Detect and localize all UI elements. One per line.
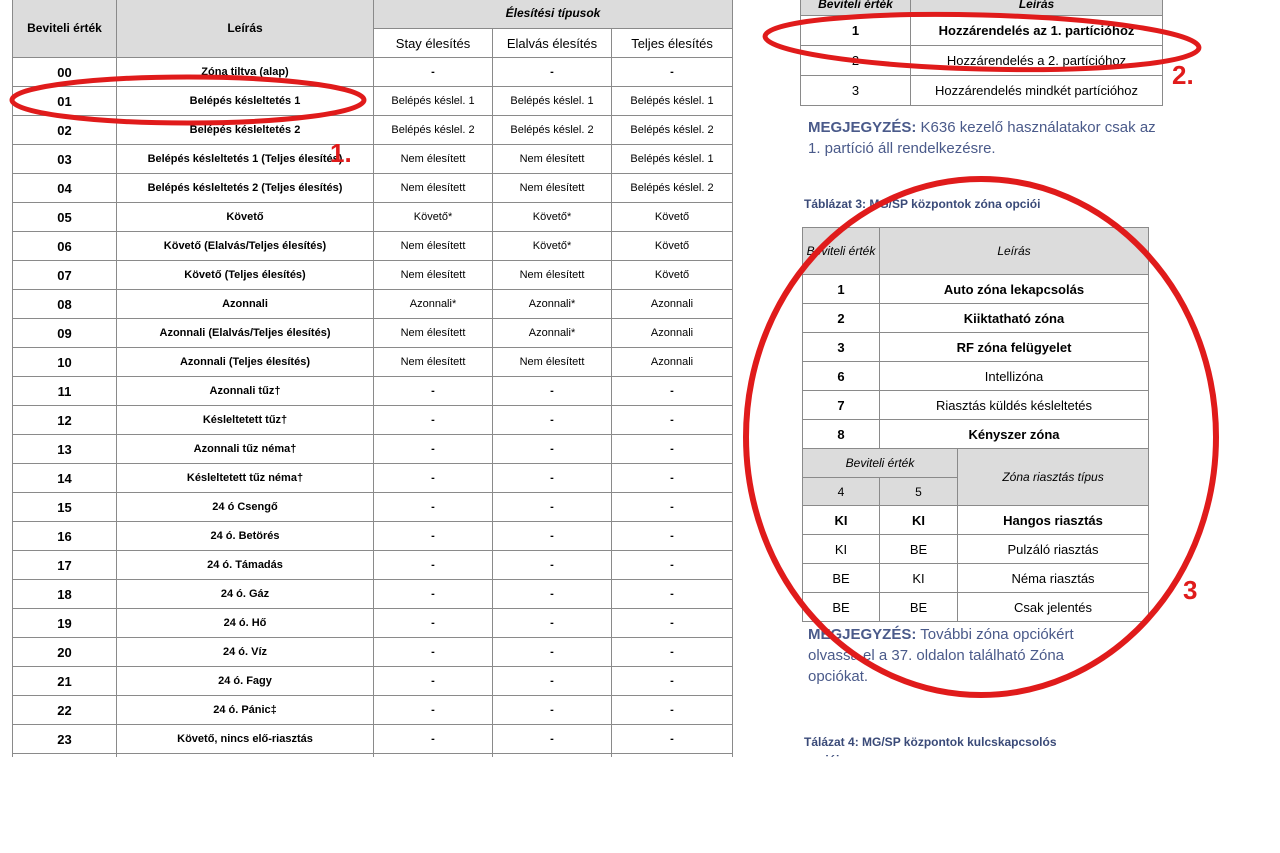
cell-value: 09 <box>13 319 117 348</box>
cell-stay: - <box>374 696 493 725</box>
cell-sleep: - <box>493 58 612 87</box>
cell-description: Hozzárendelés a 2. partícióhoz <box>911 46 1163 76</box>
cell-value: 17 <box>13 551 117 580</box>
cell-full: - <box>612 493 733 522</box>
cell-option-4: KI <box>803 506 880 535</box>
cell-description: Hozzárendelés mindkét partícióhoz <box>911 76 1163 106</box>
table-row <box>13 667 733 696</box>
table-row <box>803 420 1149 449</box>
cell-alarm-type: Csak jelentés <box>958 593 1149 622</box>
cell-sleep: - <box>493 725 612 754</box>
cell-stay: Nem élesített <box>374 174 493 203</box>
cell-full: Belépés késlel. 1 <box>612 87 733 116</box>
cell-description: Auto zóna lekapcsolás <box>880 275 1149 304</box>
cell-sleep: - <box>493 522 612 551</box>
cell-description: Azonnali (Teljes élesítés) <box>117 348 374 377</box>
table-row <box>13 609 733 638</box>
col-header-value: Beviteli érték <box>13 0 117 58</box>
cell-description: 24 ó. Hő <box>117 609 374 638</box>
zone-options-caption: Táblázat 3: MG/SP központok zóna opciói <box>804 197 1041 211</box>
note-text: K636 kezelő használatakor csak az 1. partíció áll rendelkezésre. <box>808 119 1156 157</box>
cell-option-5: KI <box>880 506 958 535</box>
cell-full: Azonnali <box>612 348 733 377</box>
cell-sleep: - <box>493 638 612 667</box>
cell-stay: Nem élesített <box>374 348 493 377</box>
cell-stay: - <box>374 725 493 754</box>
table-row <box>803 593 1149 622</box>
table-row <box>13 203 733 232</box>
table-row <box>13 58 733 87</box>
cell-value: 13 <box>13 435 117 464</box>
col-header-description: Leírás <box>117 0 374 58</box>
cell-value: 03 <box>13 145 117 174</box>
cell-stay: Azonnali* <box>374 290 493 319</box>
cell-stay: - <box>374 464 493 493</box>
table-row <box>13 638 733 667</box>
cell-sleep: - <box>493 551 612 580</box>
cell-stay: Nem élesített <box>374 145 493 174</box>
cell-alarm-type: Néma riasztás <box>958 564 1149 593</box>
cell-full: Követő <box>612 232 733 261</box>
cell-description: Belépés késleltetés 2 <box>117 116 374 145</box>
zone-options-table <box>802 227 1149 622</box>
annotation-label-3: 3 <box>1183 575 1198 605</box>
table-row <box>803 333 1149 362</box>
cell-sleep: - <box>493 493 612 522</box>
cell-description: Belépés késleltetés 1 (Teljes élesítés) <box>117 145 374 174</box>
cell-full: Azonnali <box>612 319 733 348</box>
cell-description: Intellizóna <box>880 362 1149 391</box>
cell-stay: - <box>374 435 493 464</box>
cell-value: 07 <box>13 261 117 290</box>
cell-stay: Belépés késlel. 2 <box>374 116 493 145</box>
col-header-full: Teljes élesítés <box>612 29 733 58</box>
cell-full: Belépés késlel. 2 <box>612 116 733 145</box>
table-row <box>801 16 1163 46</box>
cell-description: 24 ó. Betörés <box>117 522 374 551</box>
table-row <box>803 362 1149 391</box>
cell-sleep: - <box>493 667 612 696</box>
table-row <box>13 551 733 580</box>
note-text: További zóna opciókért olvassa el a 37. oldalon található Zóna opciókat. <box>808 626 1074 685</box>
table-row <box>13 261 733 290</box>
cell-value: 11 <box>13 377 117 406</box>
subheader-value: Beviteli érték <box>803 449 958 478</box>
subheader-alarm-type: Zóna riasztás típus <box>958 449 1149 506</box>
cell-description: 24 ó. Gáz <box>117 580 374 609</box>
cell-description: Azonnali tűz néma† <box>117 435 374 464</box>
cell-value: 1 <box>803 275 880 304</box>
table-row <box>13 696 733 725</box>
cell-full: - <box>612 696 733 725</box>
cell-stay: - <box>374 667 493 696</box>
table-row <box>13 87 733 116</box>
cell-value: 12 <box>13 406 117 435</box>
cell-description: Követő (Elalvás/Teljes élesítés) <box>117 232 374 261</box>
cell-description: Azonnali (Elalvás/Teljes élesítés) <box>117 319 374 348</box>
cell-description: Kényszer zóna <box>880 420 1149 449</box>
cell-value: 7 <box>803 391 880 420</box>
cell-description: 24 ó. Támadás <box>117 551 374 580</box>
cell-description: Belépés késleltetés 1 <box>117 87 374 116</box>
table-row <box>803 564 1149 593</box>
table-row <box>13 377 733 406</box>
cell-sleep: Nem élesített <box>493 145 612 174</box>
cell-value: 05 <box>13 203 117 232</box>
table-row <box>13 290 733 319</box>
table-row <box>13 174 733 203</box>
cell-sleep: - <box>493 609 612 638</box>
cell-value: 6 <box>803 362 880 391</box>
cell-description: 24 ó. Fagy <box>117 667 374 696</box>
cell-stay: - <box>374 580 493 609</box>
partition-table <box>800 0 1163 106</box>
cell-value: 18 <box>13 580 117 609</box>
cell-sleep: - <box>493 406 612 435</box>
col-header-value: Beviteli érték <box>801 0 911 16</box>
table-row <box>13 493 733 522</box>
cell-value: 3 <box>803 333 880 362</box>
cell-full: - <box>612 580 733 609</box>
table-row <box>13 580 733 609</box>
cell-sleep: Nem élesített <box>493 174 612 203</box>
cell-description: Riasztás küldés késleltetés <box>880 391 1149 420</box>
cell-sleep: Nem élesített <box>493 261 612 290</box>
table-row <box>13 145 733 174</box>
cell-full: - <box>612 667 733 696</box>
cell-full: - <box>612 58 733 87</box>
cell-description: Követő, nincs elő-riasztás <box>117 725 374 754</box>
cell-full: - <box>612 725 733 754</box>
cell-value: 3 <box>801 76 911 106</box>
cell-sleep: Azonnali* <box>493 319 612 348</box>
cell-value: 10 <box>13 348 117 377</box>
cell-value: 08 <box>13 290 117 319</box>
subheader-option-4: 4 <box>803 478 880 506</box>
subheader-option-5: 5 <box>880 478 958 506</box>
cell-value: 01 <box>13 87 117 116</box>
table-row <box>13 725 733 754</box>
cell-description: RF zóna felügyelet <box>880 333 1149 362</box>
cell-full: - <box>612 638 733 667</box>
cell-stay: - <box>374 609 493 638</box>
cell-full: - <box>612 551 733 580</box>
cell-sleep: Nem élesített <box>493 348 612 377</box>
cell-value: 2 <box>803 304 880 333</box>
table-row <box>801 76 1163 106</box>
cell-value: 1 <box>801 16 911 46</box>
note-label: MEGJEGYZÉS: <box>808 626 917 643</box>
cell-sleep: - <box>493 696 612 725</box>
col-header-value: Beviteli érték <box>803 228 880 275</box>
cell-stay: - <box>374 493 493 522</box>
cell-option-5: KI <box>880 564 958 593</box>
cell-stay: - <box>374 551 493 580</box>
cell-full: - <box>612 435 733 464</box>
cell-stay: - <box>374 58 493 87</box>
table-row <box>13 522 733 551</box>
table-row <box>13 348 733 377</box>
annotation-label-1: 1. <box>330 138 352 168</box>
note-partition <box>808 117 1168 159</box>
col-header-sleep: Elalvás élesítés <box>493 29 612 58</box>
cell-stay: Követő* <box>374 203 493 232</box>
cell-sleep: - <box>493 464 612 493</box>
keyswitch-caption: Tálázat 4: MG/SP központok kulcskapcsolós <box>804 735 1057 749</box>
cell-description: Zóna tiltva (alap) <box>117 58 374 87</box>
table-row <box>13 116 733 145</box>
cell-stay: Nem élesített <box>374 261 493 290</box>
cell-value: 02 <box>13 116 117 145</box>
cell-stay: Nem élesített <box>374 232 493 261</box>
table-row <box>803 535 1149 564</box>
cell-full: Azonnali <box>612 290 733 319</box>
cell-sleep: Azonnali* <box>493 290 612 319</box>
cell-value: 21 <box>13 667 117 696</box>
page-bottom-blank <box>0 757 1280 853</box>
cell-description: Hozzárendelés az 1. partícióhoz <box>911 16 1163 46</box>
cell-description: Azonnali tűz† <box>117 377 374 406</box>
cell-sleep: - <box>493 377 612 406</box>
cell-value: 14 <box>13 464 117 493</box>
table-row <box>801 46 1163 76</box>
cell-value: 04 <box>13 174 117 203</box>
cell-description: Kiiktatható zóna <box>880 304 1149 333</box>
cell-sleep: Követő* <box>493 203 612 232</box>
cell-full: - <box>612 522 733 551</box>
cell-value: 23 <box>13 725 117 754</box>
cell-description: Késleltetett tűz† <box>117 406 374 435</box>
table-row <box>803 275 1149 304</box>
cell-sleep: - <box>493 435 612 464</box>
cell-description: Belépés késleltetés 2 (Teljes élesítés) <box>117 174 374 203</box>
cell-full: - <box>612 377 733 406</box>
cell-description: Követő (Teljes élesítés) <box>117 261 374 290</box>
cell-alarm-type: Hangos riasztás <box>958 506 1149 535</box>
col-header-stay: Stay élesítés <box>374 29 493 58</box>
col-header-description: Leírás <box>911 0 1163 16</box>
table-row <box>13 319 733 348</box>
cell-value: 2 <box>801 46 911 76</box>
arming-types-table <box>12 0 733 783</box>
cell-stay: Nem élesített <box>374 319 493 348</box>
cell-sleep: Követő* <box>493 232 612 261</box>
cell-value: 00 <box>13 58 117 87</box>
table-row <box>803 304 1149 333</box>
cell-full: Belépés késlel. 2 <box>612 174 733 203</box>
cell-full: - <box>612 609 733 638</box>
col-header-arming-types: Élesítési típusok <box>374 0 733 29</box>
table-row <box>803 391 1149 420</box>
cell-description: Követő <box>117 203 374 232</box>
col-header-description: Leírás <box>880 228 1149 275</box>
cell-description: 24 ó. Pánic‡ <box>117 696 374 725</box>
table-row <box>13 464 733 493</box>
cell-value: 22 <box>13 696 117 725</box>
cell-option-5: BE <box>880 535 958 564</box>
cell-description: 24 ó Csengő <box>117 493 374 522</box>
cell-description: Késleltetett tűz néma† <box>117 464 374 493</box>
cell-full: Követő <box>612 261 733 290</box>
cell-value: 06 <box>13 232 117 261</box>
cell-description: Azonnali <box>117 290 374 319</box>
cell-value: 15 <box>13 493 117 522</box>
cell-stay: Belépés késlel. 1 <box>374 87 493 116</box>
cell-option-4: KI <box>803 535 880 564</box>
cell-full: Követő <box>612 203 733 232</box>
cell-full: - <box>612 406 733 435</box>
cell-alarm-type: Pulzáló riasztás <box>958 535 1149 564</box>
cell-option-4: BE <box>803 593 880 622</box>
cell-value: 8 <box>803 420 880 449</box>
cell-value: 16 <box>13 522 117 551</box>
cell-option-5: BE <box>880 593 958 622</box>
cell-description: 24 ó. Víz <box>117 638 374 667</box>
cell-value: 20 <box>13 638 117 667</box>
cell-sleep: Belépés késlel. 1 <box>493 87 612 116</box>
cell-sleep: - <box>493 580 612 609</box>
cell-sleep: Belépés késlel. 2 <box>493 116 612 145</box>
cell-option-4: BE <box>803 564 880 593</box>
table-row <box>803 506 1149 535</box>
cell-full: Belépés késlel. 1 <box>612 145 733 174</box>
cell-value: 19 <box>13 609 117 638</box>
cell-stay: - <box>374 406 493 435</box>
table-row <box>13 435 733 464</box>
annotation-label-2: 2. <box>1172 60 1194 90</box>
table-row <box>13 406 733 435</box>
cell-stay: - <box>374 377 493 406</box>
cell-stay: - <box>374 522 493 551</box>
table-row <box>13 232 733 261</box>
cell-full: - <box>612 464 733 493</box>
cell-stay: - <box>374 638 493 667</box>
note-label: MEGJEGYZÉS: <box>808 119 917 136</box>
note-zone-options <box>808 624 1108 687</box>
